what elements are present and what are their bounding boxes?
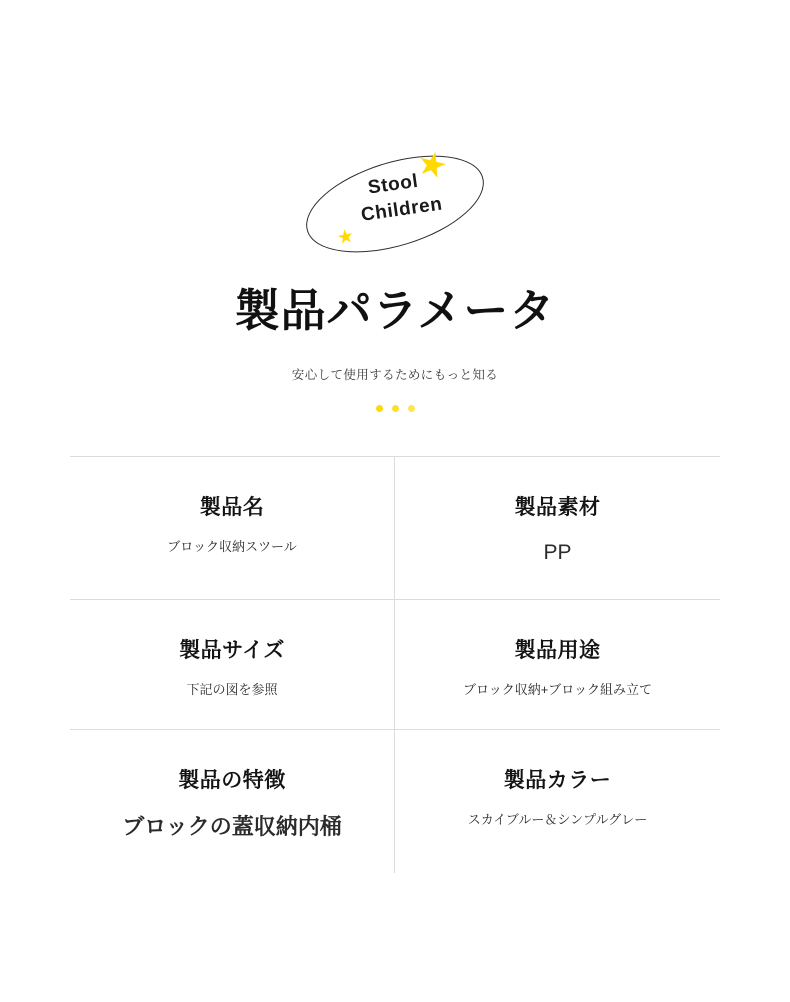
dot-1-icon xyxy=(376,405,383,412)
spec-cell-color xyxy=(395,730,720,873)
spec-value: ブロック収納+ブロック組み立て xyxy=(462,681,653,697)
badge-line-1: Stool xyxy=(366,170,420,199)
spec-label: 製品の特徴 xyxy=(178,769,286,792)
dot-divider xyxy=(0,405,790,412)
spec-table xyxy=(70,456,720,873)
spec-value: ブロックの蓋収納内桶 xyxy=(122,814,342,839)
spec-cell-material xyxy=(395,457,720,599)
spec-value: ブロック収納スツール xyxy=(167,539,297,554)
table-row xyxy=(70,457,720,600)
dot-2-icon xyxy=(392,405,399,412)
page-subtitle: 安心して使用するためにもっと知る xyxy=(291,368,499,382)
table-row xyxy=(70,730,720,873)
spec-label: 製品名 xyxy=(199,496,265,519)
spec-value: スカイブルー＆シンプルグレー xyxy=(467,812,648,827)
page-header xyxy=(0,0,790,412)
spec-label: 製品サイズ xyxy=(179,638,285,662)
star-icon-small: ★ xyxy=(335,225,356,250)
page-title: 製品パラメータ xyxy=(234,285,556,336)
table-row xyxy=(70,600,720,731)
spec-cell-product-name xyxy=(70,457,395,599)
spec-value: PP xyxy=(543,541,572,564)
spec-cell-size xyxy=(70,600,395,730)
dot-3-icon xyxy=(408,405,415,412)
spec-label: 製品カラー xyxy=(503,769,612,792)
star-icon: ★ xyxy=(412,142,452,188)
spec-cell-usage xyxy=(395,600,720,730)
stool-children-badge xyxy=(295,142,495,260)
spec-value: 下記の図を参照 xyxy=(186,681,278,697)
badge-line-2: Children xyxy=(359,193,444,226)
spec-label: 製品用途 xyxy=(514,638,601,662)
spec-label: 製品素材 xyxy=(514,496,601,519)
spec-cell-features xyxy=(70,730,395,873)
